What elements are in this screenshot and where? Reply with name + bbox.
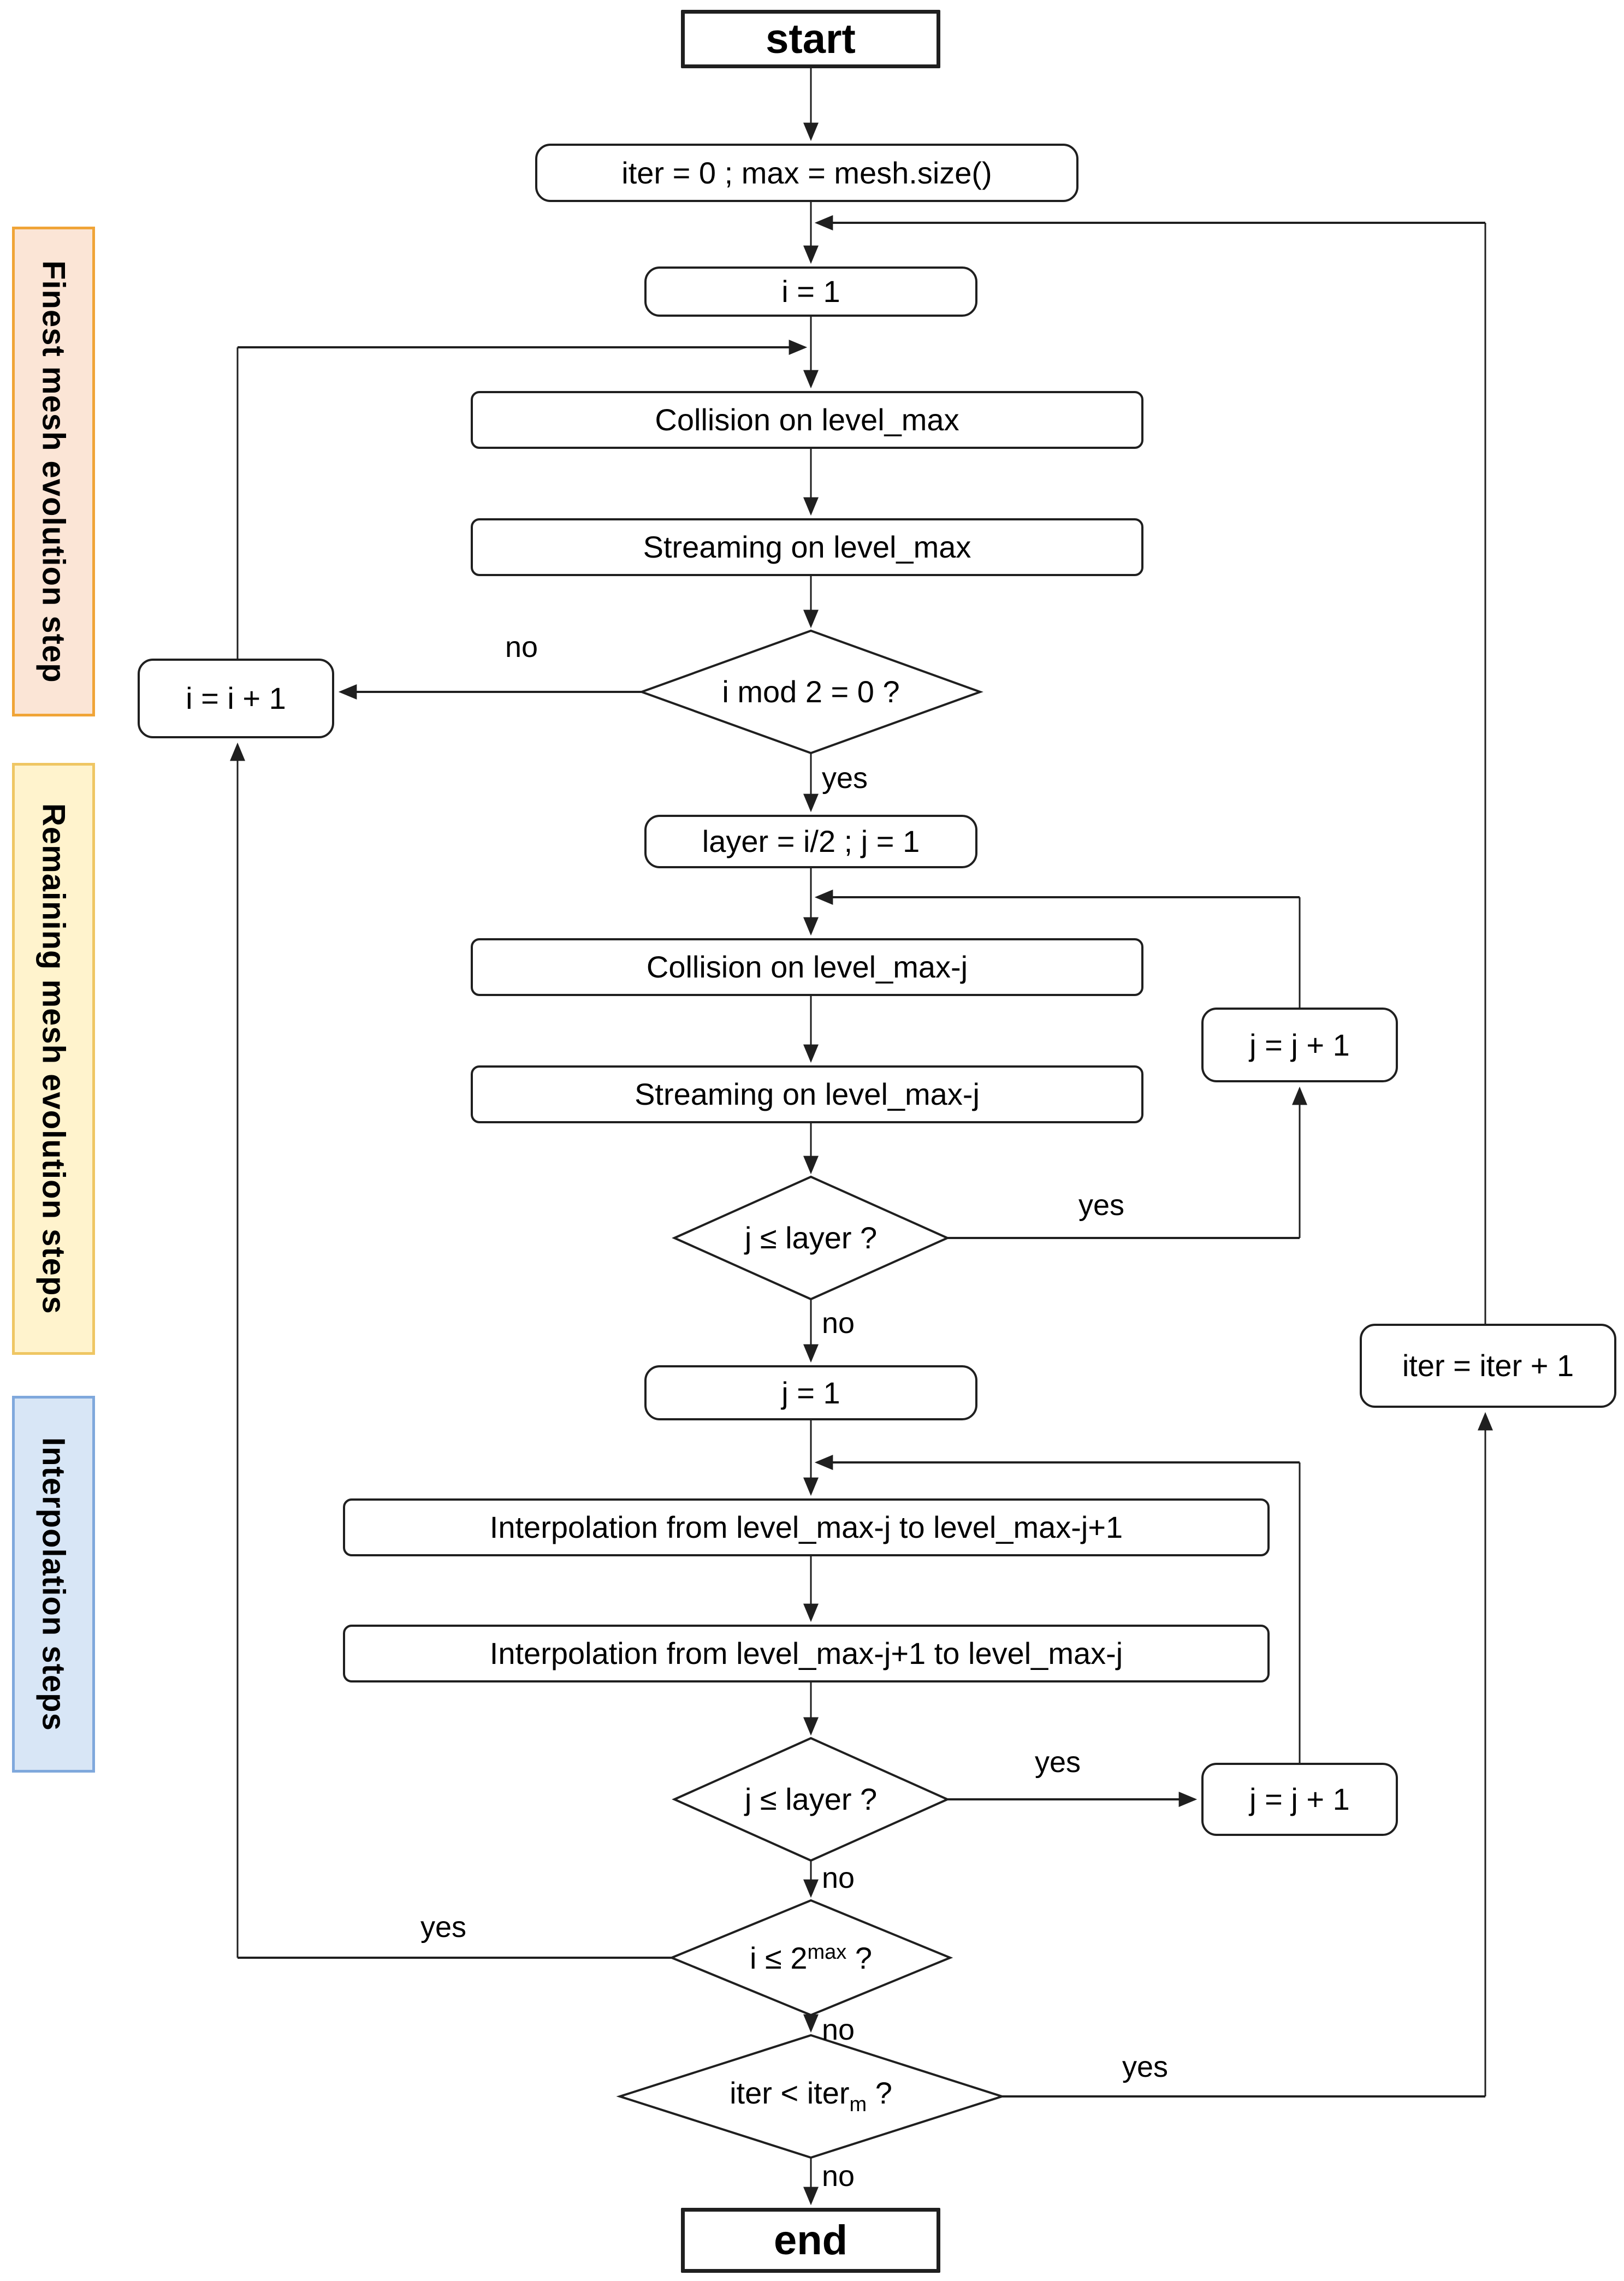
node-init-iter-max: iter = 0 ; max = mesh.size()	[535, 144, 1078, 202]
side-label-interpolation-text: Interpolation steps	[35, 1437, 72, 1731]
node-i-increment: i = i + 1	[138, 659, 334, 738]
decision-iter-sub: m	[849, 2093, 867, 2116]
node-collision-level-max-j: Collision on level_max-j	[471, 938, 1143, 996]
label-no-jlayer2: no	[822, 1862, 855, 1894]
label-yes-jlayer1: yes	[1078, 1189, 1125, 1222]
decision-i-max-label	[750, 1942, 872, 1974]
side-label-remaining-mesh	[12, 763, 95, 1355]
label-yes-imax: yes	[420, 1911, 467, 1944]
label-no-imax: no	[822, 2013, 855, 2046]
label-no-imod: no	[505, 631, 538, 663]
node-end: end	[681, 2208, 940, 2273]
decision-i-max-post: ?	[846, 1941, 872, 1975]
decision-j-layer-2-label: j ≤ layer ?	[744, 1782, 878, 1816]
decision-iter-post: ?	[867, 2076, 892, 2110]
node-j-increment-2: j = j + 1	[1201, 1763, 1398, 1836]
label-yes-imod: yes	[822, 762, 868, 795]
node-interpolation-down: Interpolation from level_max-j to level_max-j+1	[343, 1498, 1270, 1556]
node-i-init: i = 1	[644, 266, 977, 317]
decision-iter-label	[730, 2078, 892, 2115]
node-streaming-level-max: Streaming on level_max	[471, 518, 1143, 576]
node-collision-level-max: Collision on level_max	[471, 391, 1143, 449]
label-yes-jlayer2: yes	[1035, 1746, 1081, 1779]
node-iter-increment: iter = iter + 1	[1360, 1324, 1616, 1408]
decision-iter-pre: iter < iter	[730, 2076, 850, 2110]
node-start: start	[681, 10, 940, 68]
node-streaming-level-max-j: Streaming on level_max-j	[471, 1065, 1143, 1123]
decision-i-max-sup: max	[807, 1941, 847, 1964]
label-no-iter: no	[822, 2160, 855, 2193]
side-label-interpolation	[12, 1396, 95, 1773]
label-no-jlayer1: no	[822, 1307, 855, 1340]
side-label-finest-mesh	[12, 227, 95, 716]
node-layer-init: layer = i/2 ; j = 1	[644, 815, 977, 868]
connector-lines	[238, 68, 1485, 2203]
node-j-init: j = 1	[644, 1365, 977, 1420]
node-interpolation-up: Interpolation from level_max-j+1 to level_max-j	[343, 1625, 1270, 1682]
label-yes-iter: yes	[1122, 2051, 1169, 2083]
decision-i-mod-2-label: i mod 2 = 0 ?	[722, 674, 900, 709]
decision-j-layer-1-label: j ≤ layer ?	[744, 1221, 878, 1255]
decision-i-max-pre: i ≤ 2	[750, 1941, 808, 1975]
side-label-remaining-mesh-text: Remaining mesh evolution steps	[35, 803, 72, 1314]
node-j-increment-1: j = j + 1	[1201, 1008, 1398, 1082]
side-label-finest-mesh-text: Finest mesh evolution step	[35, 260, 72, 683]
